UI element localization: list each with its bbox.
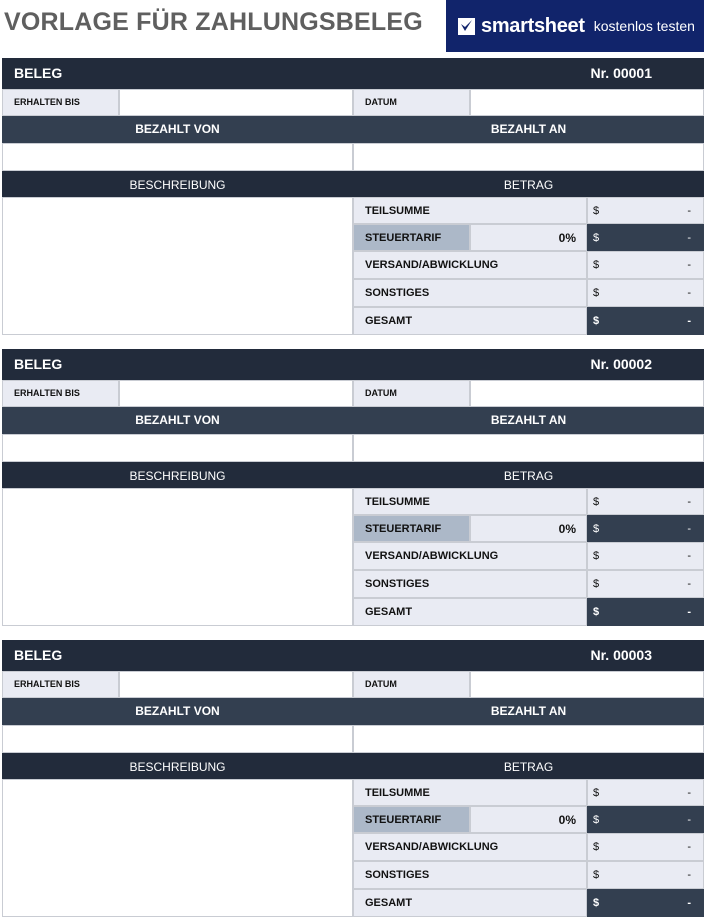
page-title: VORLAGE FÜR ZAHLUNGSBELEG [4,8,423,36]
receipt-number: Nr. 00003 [590,647,652,663]
received-label: ERHALTEN BIS [2,89,119,116]
paid-to-label: BEZAHLT AN [353,407,704,434]
subtotal-label: TEILSUMME [353,779,587,806]
received-input[interactable] [119,671,353,698]
tax-rate-input[interactable]: 0% [470,515,587,542]
subtotal-value[interactable] [587,779,704,806]
other-label: SONSTIGES [353,861,587,889]
total-value [587,889,704,917]
currency-symbol: $ [593,578,600,590]
subtotal-value[interactable] [587,488,704,515]
paid-by-label: BEZAHLT VON [2,698,353,725]
subtotal-label: TEILSUMME [353,488,587,515]
other-label: SONSTIGES [353,279,587,307]
other-value[interactable] [587,861,704,889]
currency-symbol: $ [593,897,600,909]
currency-symbol: $ [593,496,600,508]
receipt-number: Nr. 00002 [590,356,652,372]
brand-name: smartsheet [481,14,585,37]
tax-label: STEUERTARIF [353,224,470,251]
total-value [587,307,704,335]
tax-rate-input[interactable]: 0% [470,806,587,833]
paid-by-input[interactable] [2,725,353,753]
other-amount: - [687,287,691,299]
shipping-amount: - [687,550,691,562]
tax-amount: - [687,523,691,535]
description-input[interactable] [2,488,353,626]
description-input[interactable] [2,197,353,335]
amount-label: BETRAG [353,462,704,488]
total-value [587,598,704,626]
currency-symbol: $ [593,259,600,271]
date-label: DATUM [353,89,470,116]
subtotal-amount: - [687,496,691,508]
received-label: ERHALTEN BIS [2,380,119,407]
date-label: DATUM [353,671,470,698]
date-input[interactable] [470,671,704,698]
currency-symbol: $ [593,232,600,244]
total-amount: - [687,606,691,618]
shipping-value[interactable] [587,833,704,861]
paid-by-label: BEZAHLT VON [2,116,353,143]
currency-symbol: $ [593,814,600,826]
currency-symbol: $ [593,550,600,562]
currency-symbol: $ [593,869,600,881]
paid-to-input[interactable] [353,143,704,171]
subtotal-amount: - [687,787,691,799]
total-label: GESAMT [353,598,587,626]
paid-by-input[interactable] [2,434,353,462]
total-amount: - [687,315,691,327]
amount-label: BETRAG [353,753,704,779]
other-amount: - [687,578,691,590]
paid-to-input[interactable] [353,725,704,753]
receipt-header [2,349,704,380]
tax-amount: - [687,814,691,826]
other-label: SONSTIGES [353,570,587,598]
smartsheet-logo-icon [458,18,475,35]
paid-to-input[interactable] [353,434,704,462]
received-input[interactable] [119,89,353,116]
other-amount: - [687,869,691,881]
amount-label: BETRAG [353,171,704,197]
date-label: DATUM [353,380,470,407]
description-label: BESCHREIBUNG [2,171,353,197]
receipt-heading: BELEG [14,647,63,663]
total-amount: - [687,897,691,909]
total-label: GESAMT [353,307,587,335]
shipping-amount: - [687,259,691,271]
receipt-header [2,58,704,89]
receipt-heading: BELEG [14,65,63,81]
currency-symbol: $ [593,841,600,853]
subtotal-amount: - [687,205,691,217]
shipping-label: VERSAND/ABWICKLUNG [353,833,587,861]
shipping-label: VERSAND/ABWICKLUNG [353,542,587,570]
tax-value [587,806,704,833]
total-label: GESAMT [353,889,587,917]
date-input[interactable] [470,89,704,116]
brand-cta[interactable]: kostenlos testen [593,18,695,34]
tax-amount: - [687,232,691,244]
currency-symbol: $ [593,523,600,535]
description-label: BESCHREIBUNG [2,462,353,488]
receipt-header [2,640,704,671]
subtotal-label: TEILSUMME [353,197,587,224]
currency-symbol: $ [593,315,600,327]
description-input[interactable] [2,779,353,917]
currency-symbol: $ [593,787,600,799]
received-input[interactable] [119,380,353,407]
paid-to-label: BEZAHLT AN [353,698,704,725]
receipt-number: Nr. 00001 [590,65,652,81]
currency-symbol: $ [593,287,600,299]
currency-symbol: $ [593,606,600,618]
shipping-label: VERSAND/ABWICKLUNG [353,251,587,279]
other-value[interactable] [587,570,704,598]
paid-by-input[interactable] [2,143,353,171]
shipping-amount: - [687,841,691,853]
tax-value [587,224,704,251]
received-label: ERHALTEN BIS [2,671,119,698]
shipping-value[interactable] [587,251,704,279]
smartsheet-banner[interactable] [446,0,704,52]
shipping-value[interactable] [587,542,704,570]
date-input[interactable] [470,380,704,407]
tax-rate-input[interactable]: 0% [470,224,587,251]
tax-label: STEUERTARIF [353,806,470,833]
currency-symbol: $ [593,205,600,217]
paid-by-label: BEZAHLT VON [2,407,353,434]
tax-value [587,515,704,542]
other-value[interactable] [587,279,704,307]
description-label: BESCHREIBUNG [2,753,353,779]
receipt-heading: BELEG [14,356,63,372]
tax-label: STEUERTARIF [353,515,470,542]
paid-to-label: BEZAHLT AN [353,116,704,143]
subtotal-value[interactable] [587,197,704,224]
